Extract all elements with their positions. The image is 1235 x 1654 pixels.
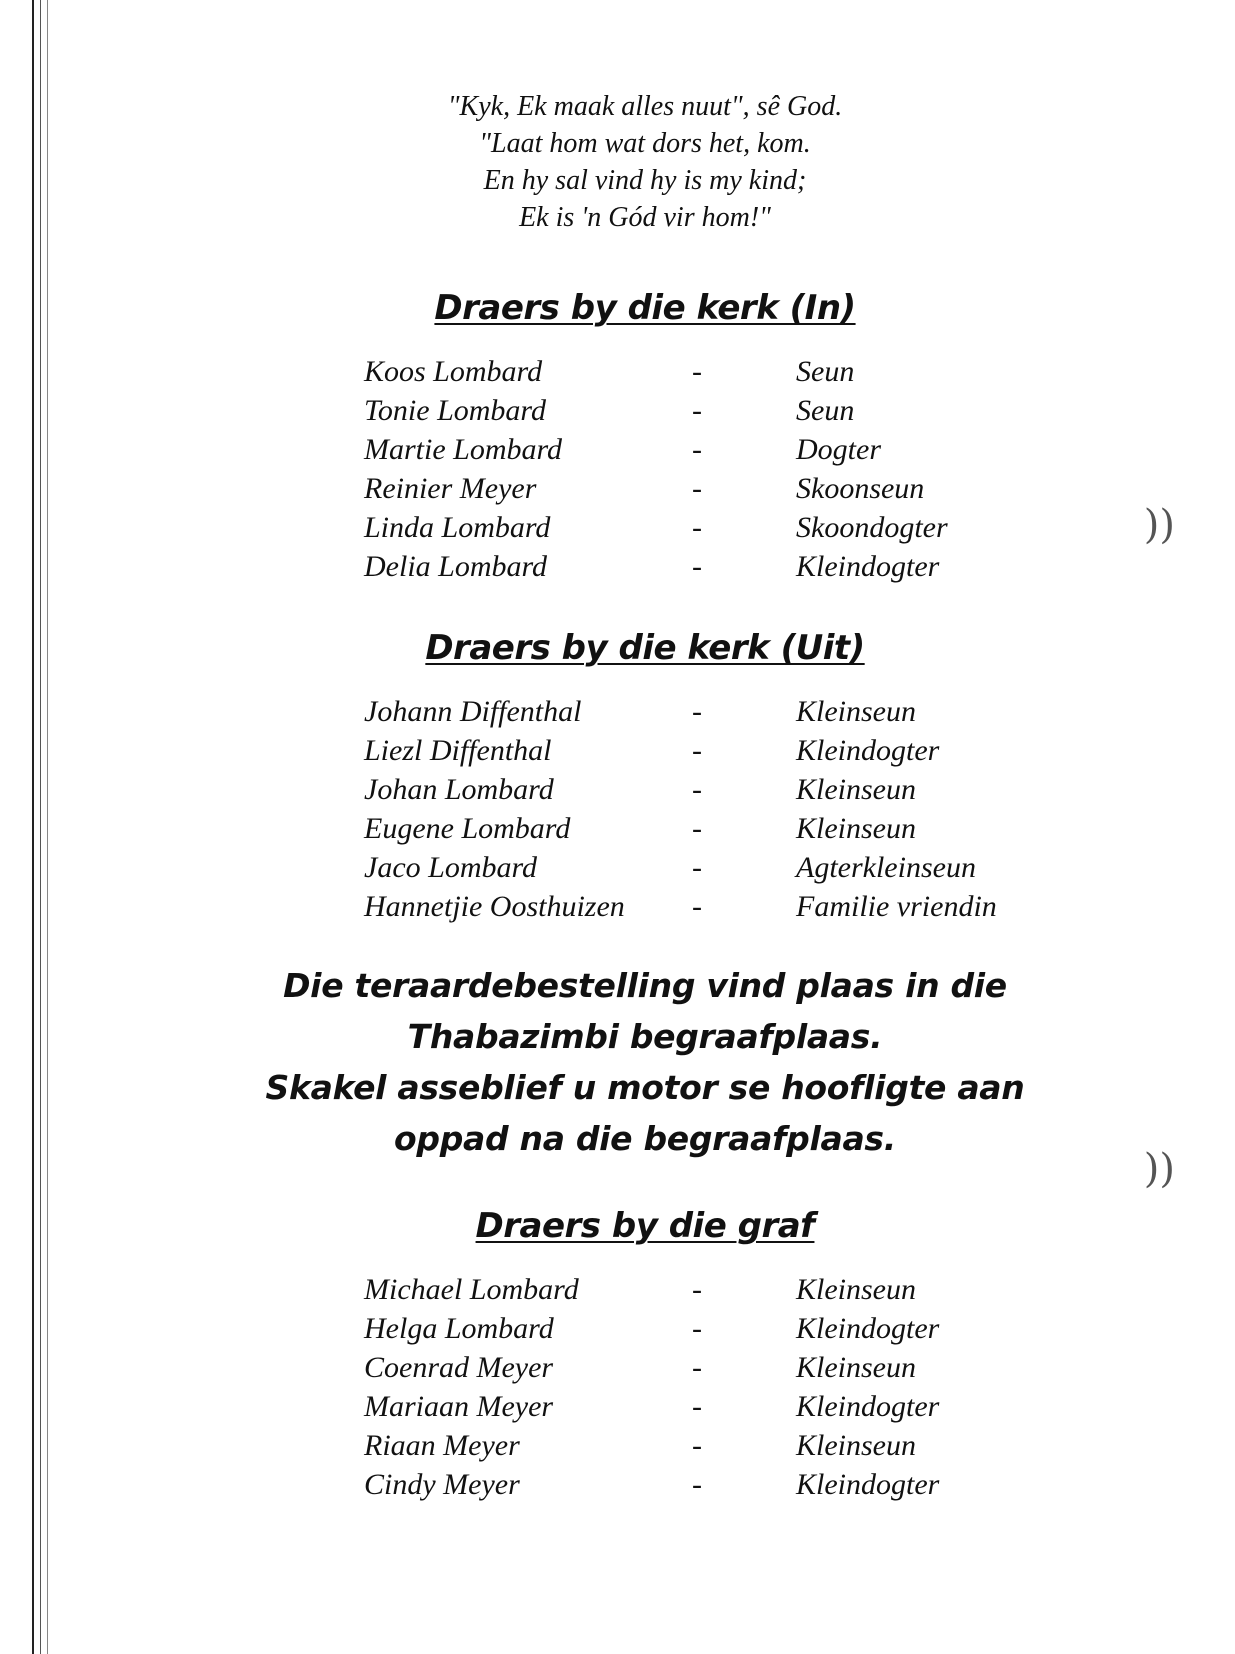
bearer-name: Jaco Lombard <box>364 851 538 884</box>
pallbearer-list-church-out <box>0 692 1235 926</box>
bearer-relation: Kleinseun <box>796 695 916 728</box>
bearer-name: Helga Lombard <box>364 1312 554 1345</box>
bearer-name: Liezl Diffenthal <box>364 734 552 767</box>
separator: - <box>692 1468 702 1501</box>
list-item <box>0 1348 1235 1387</box>
list-item <box>0 1387 1235 1426</box>
separator: - <box>692 394 702 427</box>
bearer-relation: Kleindogter <box>796 1390 940 1423</box>
separator: - <box>692 511 702 544</box>
separator: - <box>692 550 702 583</box>
separator: - <box>692 812 702 845</box>
binding-mark: )) <box>1143 502 1175 548</box>
bearer-name: Coenrad Meyer <box>364 1351 554 1384</box>
bearer-name: Johan Lombard <box>364 773 554 806</box>
bearer-relation: Familie vriendin <box>796 890 997 923</box>
list-item <box>0 809 1235 848</box>
bearer-relation: Seun <box>796 355 855 388</box>
bearer-relation: Kleinseun <box>796 1273 916 1306</box>
notice-line: oppad na die begraafplaas. <box>394 1119 896 1158</box>
bearer-relation: Kleinseun <box>796 812 916 845</box>
bearer-name: Tonie Lombard <box>364 394 546 427</box>
separator: - <box>692 890 702 923</box>
list-item <box>0 692 1235 731</box>
notice-line: Thabazimbi begraafplaas. <box>407 1017 883 1056</box>
pallbearer-list-church-in <box>0 352 1235 586</box>
separator: - <box>692 734 702 767</box>
bearer-name: Koos Lombard <box>364 355 543 388</box>
bearer-name: Johann Diffenthal <box>364 695 582 728</box>
separator: - <box>692 433 702 466</box>
separator: - <box>692 1351 702 1384</box>
list-item <box>0 352 1235 391</box>
bearer-relation: Kleinseun <box>796 773 916 806</box>
list-item <box>0 848 1235 887</box>
separator: - <box>692 472 702 505</box>
verse-line: "Laat hom wat dors het, kom. <box>479 128 811 159</box>
verse-line: Ek is 'n Gód vir hom!" <box>519 202 771 233</box>
bearer-relation: Kleinseun <box>796 1429 916 1462</box>
bearer-name: Martie Lombard <box>364 433 563 466</box>
bearer-relation: Kleinseun <box>796 1351 916 1384</box>
bearer-relation: Agterkleinseun <box>796 851 976 884</box>
separator: - <box>692 355 702 388</box>
separator: - <box>692 851 702 884</box>
notice-line: Skakel asseblief u motor se hoofligte aan <box>265 1068 1025 1107</box>
separator: - <box>692 1429 702 1462</box>
notice-line: Die teraardebestelling vind plaas in die <box>283 966 1007 1005</box>
bearer-name: Hannetjie Oosthuizen <box>364 890 625 923</box>
bearer-name: Eugene Lombard <box>364 812 571 845</box>
bearer-relation: Kleindogter <box>796 734 940 767</box>
bearer-relation: Kleindogter <box>796 1312 940 1345</box>
section-heading-church-out: Draers by die kerk (Uit) <box>425 628 865 668</box>
section-heading-grave: Draers by die graf <box>475 1206 815 1246</box>
list-item <box>0 508 1235 547</box>
verse <box>0 88 1235 236</box>
bearer-name: Reinier Meyer <box>364 472 537 505</box>
bearer-name: Cindy Meyer <box>364 1468 520 1501</box>
list-item <box>0 1426 1235 1465</box>
burial-notice <box>0 960 1235 1164</box>
bearer-name: Delia Lombard <box>364 550 548 583</box>
verse-line: En hy sal vind hy is my kind; <box>483 165 807 196</box>
separator: - <box>692 773 702 806</box>
list-item <box>0 1309 1235 1348</box>
list-item <box>0 1270 1235 1309</box>
separator: - <box>692 1312 702 1345</box>
list-item <box>0 391 1235 430</box>
bearer-relation: Seun <box>796 394 855 427</box>
list-item <box>0 887 1235 926</box>
list-item <box>0 1465 1235 1504</box>
bearer-relation: Skoonseun <box>796 472 925 505</box>
verse-line: "Kyk, Ek maak alles nuut", sê God. <box>447 91 843 122</box>
bearer-name: Linda Lombard <box>364 511 551 544</box>
bearer-relation: Dogter <box>796 433 881 466</box>
list-item <box>0 547 1235 586</box>
list-item <box>0 731 1235 770</box>
bearer-relation: Skoondogter <box>796 511 948 544</box>
list-item <box>0 430 1235 469</box>
bearer-name: Mariaan Meyer <box>364 1390 554 1423</box>
separator: - <box>692 1273 702 1306</box>
list-item <box>0 469 1235 508</box>
section-heading-church-in: Draers by die kerk (In) <box>434 288 856 328</box>
bearer-relation: Kleindogter <box>796 1468 940 1501</box>
bearer-name: Michael Lombard <box>364 1273 579 1306</box>
separator: - <box>692 695 702 728</box>
bearer-relation: Kleindogter <box>796 550 940 583</box>
separator: - <box>692 1390 702 1423</box>
binding-mark: )) <box>1143 1146 1175 1192</box>
bearer-name: Riaan Meyer <box>364 1429 520 1462</box>
pallbearer-list-grave <box>0 1270 1235 1504</box>
list-item <box>0 770 1235 809</box>
